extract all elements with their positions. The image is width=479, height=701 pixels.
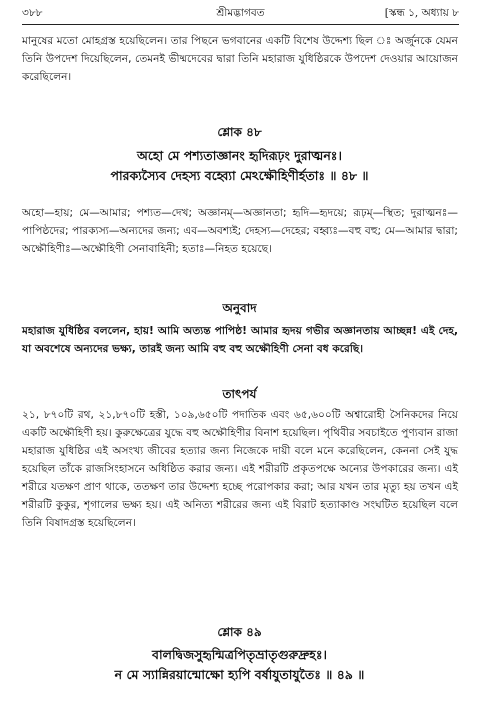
verse-49-heading: শ্লোক ৪৯ <box>217 625 262 639</box>
intro-paragraph: মানুষের মতো মোহগ্রস্ত হয়েছিলেন। তার পিছনে ভগবানের একটি বিশেষ উদ্দেশ্য ছিল ঃ অর্জুনকে যেমন তিনি উপদেশ দিয়েছিলেন, তেমনই ভীষ্মদেবের দ্বারা তিনি মহারাজ যুধিষ্ঠিরকে উপদেশ দেওয়ার আয়োজন করেছিলেন। <box>22 35 458 83</box>
purport-heading: তাৎপর্য <box>222 387 257 401</box>
header-rule <box>22 24 459 25</box>
verse-48-synonyms: অহো—হায়; মে—আমার; পশ্যত—দেখ; অজ্ঞানম্—অজ্ঞানতা; হৃদি—হৃদয়ে; রূঢ়ম্—স্থিত; দুরাত্মনঃ—পাপিষ্ঠদের; পারক্যস্য—অন্যদের জন্য; এব—অবশ্যই; দেহস্য—দেহের; বহ্ব্যঃ—বহু বহু; মে—আমার দ্বারা; অক্ষৌহিণীঃ—অক্ষৌহিণী সেনাবাহিনী; হতাঃ—নিহত হয়েছে। <box>22 207 458 255</box>
book-title: শ্রীমদ্ভাগবত <box>216 7 265 19</box>
verse-48-line-2: পারক্যস্যৈব দেহস্য বহ্ব্যো মেঽক্ষৌহিণীর্হতাঃ ॥ ৪৮ ॥ <box>110 168 369 183</box>
verse-48-translation: মহারাজ যুধিষ্ঠির বললেন, হায়! আমি অত্যন্ত পাপিষ্ঠ! আমার হৃদয় গভীর অজ্ঞানতায় আচ্ছন্ন! এই দেহ, যা অবশেষে অন্যদের ভক্ষ্য, তারই জন্য আমি বহু বহু অক্ষৌহিণী সেনা বধ করেছি। <box>22 325 458 355</box>
page-header <box>22 6 459 24</box>
verse-48-line-1: অহো মে পশ্যতাজ্ঞানং হৃদিরূঢ়ং দুরাত্মনঃ। <box>137 148 342 163</box>
translation-heading: অনুবাদ <box>222 301 257 315</box>
verse-49-text <box>0 645 479 685</box>
verse-48-heading: শ্লোক ৪৮ <box>217 125 262 139</box>
page-number: ৩৮৮ <box>22 7 43 19</box>
verse-49-line-1: বালদ্বিজসুহৃন্মিত্রপিতৃভ্রাতৃগুরুদ্রুহঃ। <box>152 647 327 662</box>
verse-48-purport: ২১, ৮৭০টি রথ, ২১,৮৭০টি হস্তী, ১০৯,৬৫০টি পদাতিক এবং ৬৫,৬০০টি অশ্বারোহী সৈনিকদের নিয়ে একটি অক্ষৌহিণী হয়। কুরুক্ষেত্রের যুদ্ধে বহু অক্ষৌহিণীর বিনাশ হয়েছিল। পৃথিবীর সবচাইতে পুণ্যবান রাজা মহারাজ যুধিষ্ঠির এই অসংখ্য জীবের হত্যার জন্য নিজেকে দায়ী বলে মনে করেছিলেন, কেননা সেই যুদ্ধ হয়েছিল তাঁকে রাজসিংহাসনে অধিষ্ঠিত করার জন্য। এই শরীরটি প্রকৃতপক্ষে অন্যের উপকারের জন্য। এই শরীরে যতক্ষণ প্রাণ থাকে, ততক্ষণ তার উদ্দেশ্য হচ্ছে পরোপকার করা; আর যখন তার মৃত্যু হয় তখন এই শরীরটি কুকুর, শৃগালের ভক্ষ্য হয়। এই অনিত্য শরীরের জন্য এই বিরাট হত্যাকাণ্ড সংঘটিত হয়েছিল বলে তিনি বিষাদগ্রস্ত হয়েছিলেন। <box>22 409 458 529</box>
verse-49-line-2: ন মে স্যান্নিরয়ান্মোক্ষো হ্যপি বর্ষাযুতাযুতৈঃ ॥ ৪৯ ॥ <box>114 667 365 682</box>
section-reference: [স্কন্ধ ১, অধ্যায় ৮ <box>384 7 459 19</box>
verse-48-text <box>0 146 479 186</box>
